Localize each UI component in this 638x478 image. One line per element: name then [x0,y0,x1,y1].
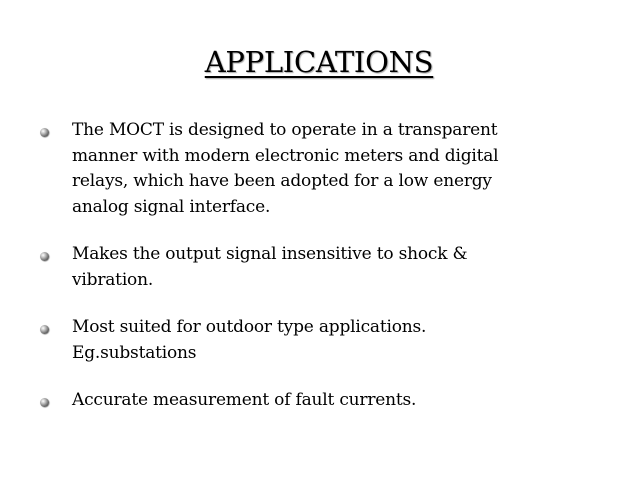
bullet-dot-icon [40,128,49,137]
bullet-item [38,315,608,366]
bullet-dot-icon [40,252,49,261]
bullet-item [38,242,608,293]
bullet-item [38,388,608,414]
bullet-item [38,118,608,220]
slide-title: APPLICATIONS [204,45,434,79]
bullet-list [38,118,608,436]
bullet-dot-icon [40,398,49,407]
bullet-text: Makes the output signal insensitive to shock & vibration. [72,244,468,290]
bullet-text: Accurate measurement of fault currents. [72,390,417,410]
bullet-dot-icon [40,325,49,334]
bullet-text: Most suited for outdoor type applications. Eg.substations [72,317,427,363]
bullet-text: The MOCT is designed to operate in a transparent manner with modern electronic meters and digital relays, which have been adopted for a low energy analog signal interface. [72,120,499,217]
